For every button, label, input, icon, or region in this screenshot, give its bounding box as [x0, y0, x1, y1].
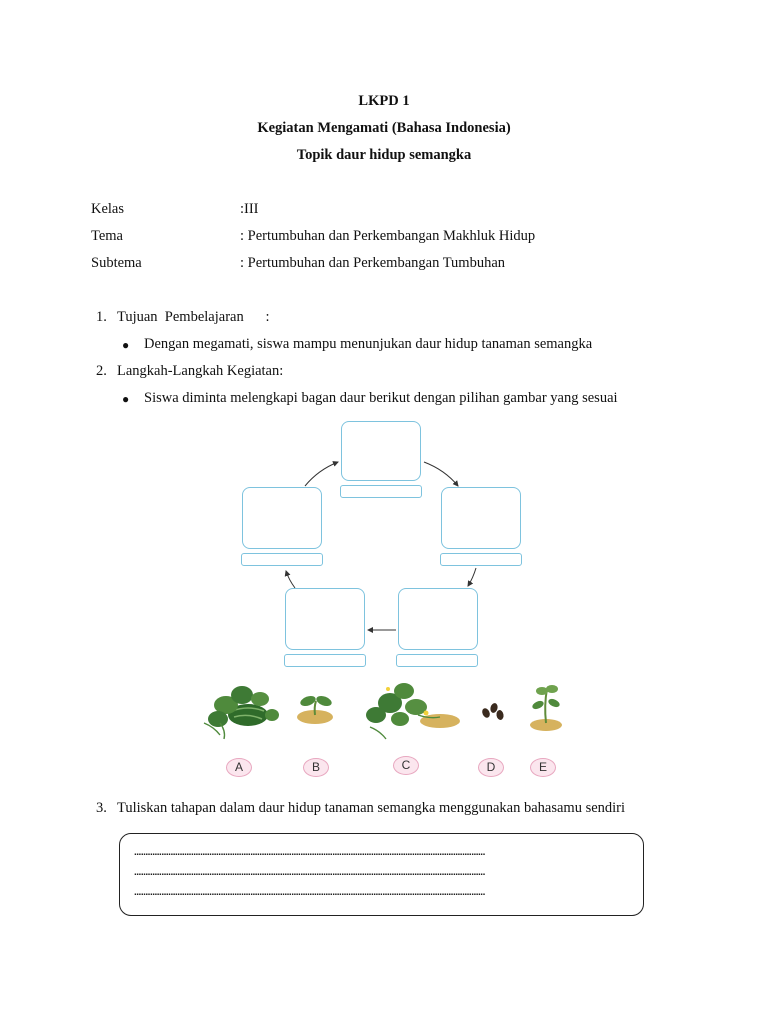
answer-box[interactable] [119, 833, 644, 916]
stage-label-left[interactable] [241, 553, 323, 566]
bullet-icon: ● [122, 392, 130, 406]
section-1-number: 1. [96, 309, 107, 325]
option-d-picture [481, 702, 505, 720]
section-2-number: 2. [96, 363, 107, 379]
picture-options [190, 675, 580, 745]
stage-label-bottom-right[interactable] [396, 654, 478, 667]
option-a-label[interactable]: A [226, 758, 252, 777]
option-b-picture [297, 694, 333, 724]
option-a-picture [204, 686, 279, 739]
arrow-bottom-left-to-left [286, 571, 295, 588]
theme-value: : Pertumbuhan dan Perkembangan Makhluk Hidup [240, 228, 536, 244]
subtheme-value: : Pertumbuhan dan Perkembangan Tumbuhan [240, 255, 506, 271]
activity-subtitle: Kegiatan Mengamati (Bahasa Indonesia) [257, 120, 511, 136]
arrow-to-top [305, 462, 338, 486]
section-2-bullet: Siswa diminta melengkapi bagan daur berikut dengan pilihan gambar yang sesuai [144, 390, 618, 406]
stage-label-top[interactable] [340, 485, 422, 498]
subtheme-label: Subtema [91, 255, 142, 271]
option-e-picture [530, 685, 562, 731]
bullet-icon: ● [122, 338, 130, 352]
stage-box-right[interactable] [441, 487, 521, 549]
stage-box-bottom-left[interactable] [285, 588, 365, 650]
option-b-label[interactable]: B [303, 758, 329, 777]
option-c-label[interactable]: C [393, 756, 419, 775]
stage-box-top[interactable] [341, 421, 421, 481]
section-1-title: Tujuan Pembelajaran : [117, 309, 270, 325]
option-e-label[interactable]: E [530, 758, 556, 777]
stage-label-right[interactable] [440, 553, 522, 566]
stage-label-bottom-left[interactable] [284, 654, 366, 667]
section-3-number: 3. [96, 800, 107, 816]
stage-box-bottom-right[interactable] [398, 588, 478, 650]
arrow-right-to-bottom-right [468, 568, 476, 586]
section-2-title: Langkah-Langkah Kegiatan: [117, 363, 284, 379]
theme-label: Tema [91, 228, 123, 244]
answer-line[interactable]: .......................................................................................................................................................... [134, 848, 485, 858]
stage-box-left[interactable] [242, 487, 322, 549]
section-1-bullet: Dengan megamati, siswa mampu menunjukan daur hidup tanaman semangka [144, 336, 593, 352]
topic-title: Topik daur hidup semangka [296, 147, 472, 163]
class-label: Kelas [91, 201, 125, 217]
option-d-label[interactable]: D [478, 758, 504, 777]
arrow-top-to-right [424, 462, 458, 486]
class-value: :III [240, 201, 259, 217]
section-3-title: Tuliskan tahapan dalam daur hidup tanaman semangka menggunakan bahasamu sendiri [117, 800, 626, 816]
document-title: LKPD 1 [358, 93, 410, 109]
answer-line[interactable]: .......................................................................................................................................................... [134, 868, 485, 878]
option-c-picture [366, 683, 460, 739]
answer-line[interactable]: .......................................................................................................................................................... [134, 888, 485, 898]
